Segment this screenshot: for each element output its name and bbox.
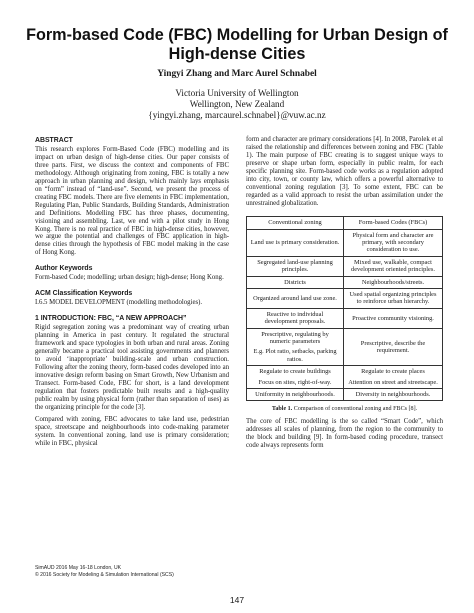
table-cell-line: Segregated land-use planning principles. bbox=[257, 258, 333, 274]
table-cell-line: Focus on sites, right-of-way. bbox=[258, 378, 332, 386]
introduction-paragraph-1: Rigid segregation zoning was a predominant way of creating urban planning in America in past century. It regulated the structural framework and space typologies in both urban and rural areas. Zoning generally became a practical tool assisting governments and planners to avoid ‘inappropriate’ building-scale and urban construction. Following after the zoning theory, form-based codes developed into an innovative design reform basing on Smart Growth, New Urbanism and Transect. Form-based Code, FBC for short, is a land development regulation that fosters predictable built results and a high-quality public realm by using physical form (rather than separation of uses) as the organizing principle for the code [3]. bbox=[35, 324, 229, 411]
copyright-line: © 2016 Society for Modeling & Simulation International (SCS) bbox=[35, 572, 174, 578]
table-cell-line: Mixed use, walkable, compact development oriented principles. bbox=[351, 258, 435, 274]
left-column bbox=[35, 136, 229, 448]
abstract-heading: ABSTRACT bbox=[35, 137, 73, 144]
table-caption bbox=[246, 406, 443, 412]
table-cell bbox=[247, 256, 344, 276]
page-number: 147 bbox=[229, 595, 245, 605]
table-header-cell: Form-based Codes (FBCs) bbox=[344, 216, 443, 229]
table-header-row bbox=[247, 216, 443, 229]
keywords-text: Form-based Code; modelling; urban design; high-dense; Hong Kong. bbox=[35, 274, 224, 282]
table-cell-line: Prescriptive, describe the requirement. bbox=[360, 339, 426, 354]
table-cell bbox=[344, 256, 443, 276]
table-cell bbox=[344, 308, 443, 328]
author-emails: {yingyi.zhang, marcaurel.schnabel}@vuw.ac.nz bbox=[148, 110, 326, 121]
conference-line: SimAUD 2016 May 16-18 London, UK bbox=[35, 565, 122, 571]
table-row bbox=[247, 289, 443, 309]
table-cell-line: Physical form and character are primary, with secondary consideration to use. bbox=[352, 231, 434, 254]
table-row bbox=[247, 276, 443, 288]
table-cell bbox=[344, 328, 443, 366]
table-cell bbox=[247, 366, 344, 389]
introduction-paragraph-2-continued: form and character are primary considerations [4]. In 2008, Parolek et al raised the relationship and differences between zoning and FBC (Table 1). The main purpose of FBC creating is to suggest unique ways to preserve or shape urban form, especially in public realm, for each specific planning site. Form-based code works as a regulation adopted into city, town, or county law, which offers a powerful alternative to conventional zoning regulation [3]. To some extent, FBC can be regarded as a valid approach to resist the urban assimilation under the unrestrained globalization. bbox=[246, 136, 443, 207]
table-cell bbox=[344, 366, 443, 389]
table-cell-line: Districts bbox=[284, 278, 306, 286]
table-cell-line: Attention on street and streetscape. bbox=[348, 378, 438, 386]
right-column bbox=[246, 136, 443, 450]
keywords-heading: Author Keywords bbox=[35, 265, 93, 273]
copyright-footer bbox=[35, 565, 174, 579]
table-cell bbox=[344, 276, 443, 288]
table-row bbox=[247, 308, 443, 328]
affiliation-block bbox=[0, 88, 474, 122]
table-row bbox=[247, 229, 443, 256]
paper-title: Form-based Code (FBC) Modelling for Urban Design of High-dense Cities bbox=[26, 26, 448, 63]
table-caption-text: Comparison of conventional zoning and FBCs [8]. bbox=[292, 406, 418, 413]
institution: Victoria University of Wellington bbox=[175, 88, 299, 98]
table-cell-line: Regulate to create places bbox=[361, 368, 425, 376]
acm-text: I.6.5 MODEL DEVELOPMENT (modelling methodologies). bbox=[35, 299, 203, 307]
table-cell bbox=[247, 389, 344, 401]
table-cell-line: E.g. Plot ratio, setbacks, parking ratios. bbox=[253, 348, 337, 363]
table-cell bbox=[344, 229, 443, 256]
table-caption-label: Table 1. bbox=[271, 406, 293, 413]
table-cell bbox=[247, 276, 344, 288]
table-row bbox=[247, 366, 443, 389]
acm-heading: ACM Classification Keywords bbox=[35, 290, 133, 298]
table-cell bbox=[247, 289, 344, 309]
table-cell-line: Organized around land use zone. bbox=[253, 294, 337, 302]
table-cell-line: Uniformity in neighbourhoods. bbox=[255, 391, 335, 399]
table-cell-line: Land use is primary consideration. bbox=[250, 238, 340, 246]
table-row bbox=[247, 256, 443, 276]
table-cell-line: Diversity in neighbourhoods. bbox=[355, 391, 431, 399]
table-row bbox=[247, 328, 443, 366]
table-cell bbox=[247, 308, 344, 328]
table-row bbox=[247, 389, 443, 401]
table-cell bbox=[344, 389, 443, 401]
introduction-heading: 1 INTRODUCTION: FBC, “A NEW APPROACH” bbox=[35, 315, 187, 323]
table-cell-line: Prescriptive, regulating by numeric parameters bbox=[261, 330, 329, 346]
table-cell-line: Used spatial organizing principles to reinforce urban hierarchy. bbox=[349, 291, 437, 306]
location: Wellington, New Zealand bbox=[189, 99, 285, 110]
table-cell-line: Proactive community visioning. bbox=[352, 314, 434, 322]
table-body bbox=[247, 229, 443, 401]
comparison-table bbox=[246, 216, 443, 402]
author-names: Yingyi Zhang and Marc Aurel Schnabel bbox=[157, 69, 317, 79]
table-cell-line: Reactive to individual development proposals. bbox=[264, 310, 326, 326]
table-header-cell: Conventional zoning bbox=[247, 216, 344, 229]
table-cell-line: Neighbourhoods/streets. bbox=[361, 278, 425, 286]
table-cell bbox=[247, 328, 344, 366]
smart-code-paragraph: The core of FBC modelling is the so called “Smart Code”, which addresses all scales of planning, from the region to the community to the block and building [9]. In form-based coding procedure, transect code always represents form bbox=[246, 418, 443, 450]
table-cell bbox=[344, 289, 443, 309]
introduction-paragraph-2: Compared with zoning, FBC advocates to take land use, pedestrian space, streetscape and neighbourhoods into code-making parameter system. In conventional zoning, land use is primary consideration; while in FBC, physical bbox=[35, 415, 229, 447]
table-cell-line: Regulate to create buildings bbox=[259, 368, 331, 376]
table-cell bbox=[247, 229, 344, 256]
abstract-text: This research explores Form-Based Code (FBC) modelling and its impact on urban design of high-dense cities. Our paper consists of three parts. First, we discuss the context and components of FBC methodology. Although originating from zoning, FBC is totally a new approach in urban planning and design, which mainly lays emphasis on “form” instead of “land-use”. Second, we present the process of creating FBC models. There are five elements in FBC implementation, Regulating Plan, Public Standards, Building Standards, Administration and Definitions. Modelling FBC has three phases, documenting, visioning and assembling. Last, we end with a pilot study in Hong Kong. There is no real practice of FBC in high-dense cities, however, we argue the potential and challenges of FBC application in high-dense cities through the hypothesis of FBC model making in the case of Hong Kong. bbox=[35, 146, 229, 257]
